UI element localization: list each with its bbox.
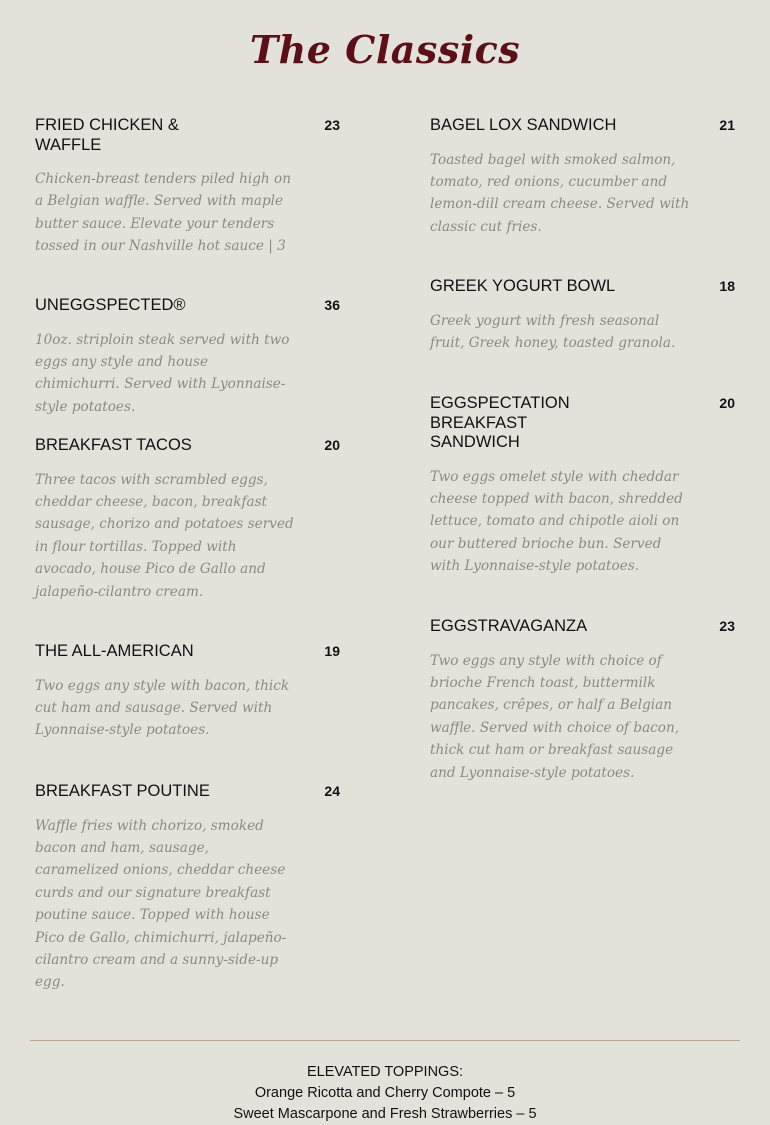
menu-item-price: 18 <box>719 278 735 294</box>
section-divider <box>30 1040 740 1041</box>
menu-item-price: 21 <box>719 117 735 133</box>
topping-line: Sweet Mascarpone and Fresh Strawberries – 5 <box>233 1106 537 1122</box>
menu-item-name: BREAKFAST TACOS <box>35 436 192 454</box>
menu-item-description: Two eggs omelet style with cheddar cheese topped with bacon, shredded lettuce, tomato and chipotle aioli on our buttered brioche bun. Served with Lyonnaise-style potatoes. <box>430 468 683 575</box>
menu-item-header <box>35 116 340 155</box>
menu-item-name: GREEK YOGURT BOWL <box>430 277 616 295</box>
menu-item-price: 24 <box>324 783 340 799</box>
menu-item-header <box>35 782 340 802</box>
menu-item <box>430 277 735 354</box>
menu-item-price: 23 <box>719 618 735 634</box>
menu-item-header <box>430 116 735 136</box>
menu-item <box>430 394 735 578</box>
menu-item-price: 19 <box>324 643 340 659</box>
menu-item-name: BAGEL LOX SANDWICH <box>430 116 617 134</box>
menu-item-header <box>430 277 735 297</box>
menu-item <box>430 617 735 784</box>
menu-item-description: Greek yogurt with fresh seasonal fruit, Greek honey, toasted granola. <box>430 312 676 351</box>
menu-item-price: 20 <box>324 437 340 453</box>
menu-item-description: 10oz. striploin steak served with two eggs any style and house chimichurri. Served with Lyonnaise-style potatoes. <box>35 331 290 415</box>
menu-item-name: EGGSTRAVAGANZA <box>430 617 588 635</box>
menu-item-name: THE ALL-AMERICAN <box>35 642 194 660</box>
menu-item-description: Two eggs any style with bacon, thick cut ham and sausage. Served with Lyonnaise-style potatoes. <box>35 677 290 739</box>
menu-item <box>35 116 340 258</box>
menu-item-price: 23 <box>324 117 340 133</box>
menu-item-header <box>35 642 340 662</box>
menu-item-description: Three tacos with scrambled eggs, cheddar cheese, bacon, breakfast sausage, chorizo and potatoes served in flour tortillas. Topped with avocado, house Pico de Gallo and jalapeño-cilantro cream. <box>35 471 294 600</box>
menu-item-header <box>430 617 735 637</box>
menu-item-header <box>35 296 340 316</box>
menu-item <box>35 436 340 603</box>
menu-item-header <box>35 436 340 456</box>
topping-line: Orange Ricotta and Cherry Compote – 5 <box>254 1085 516 1101</box>
menu-item-name: BREAKFAST POUTINE <box>35 782 210 800</box>
menu-item-price: 36 <box>324 297 340 313</box>
menu-item-description: Waffle fries with chorizo, smoked bacon and ham, sausage, caramelized onions, cheddar cheese curds and our signature breakfast poutine sauce. Topped with house Pico de Gallo, chimichurri, jalapeño-cilantro cream and a sunny-side-up egg. <box>35 817 287 991</box>
menu-section-title: The Classics <box>249 27 521 72</box>
menu-item-name: EGGSPECTATION BREAKFAST SANDWICH <box>430 394 570 451</box>
menu-item-price: 20 <box>719 395 735 411</box>
menu-item <box>35 782 340 994</box>
menu-item-name: FRIED CHICKEN & WAFFLE <box>35 116 179 154</box>
menu-item-description: Toasted bagel with smoked salmon, tomato, red onions, cucumber and lemon-dill cream cheese. Served with classic cut fries. <box>430 151 690 235</box>
menu-item-description: Chicken-breast tenders piled high on a Belgian waffle. Served with maple butter sauce. Elevate your tenders tossed in our Nashville hot sauce | 3 <box>35 171 291 255</box>
menu-item-name: UNEGGSPECTED® <box>35 296 186 314</box>
menu-item <box>35 296 340 418</box>
menu-item <box>430 116 735 238</box>
elevated-toppings <box>0 1062 770 1125</box>
menu-item <box>35 642 340 742</box>
menu-item-description: Two eggs any style with choice of brioche French toast, buttermilk pancakes, crêpes, or half a Belgian waffle. Served with choice of bacon, thick cut ham or breakfast sausage and Lyonnaise-style potatoes. <box>430 652 680 781</box>
menu-item-header <box>430 394 735 453</box>
toppings-heading: ELEVATED TOPPINGS: <box>306 1064 464 1080</box>
